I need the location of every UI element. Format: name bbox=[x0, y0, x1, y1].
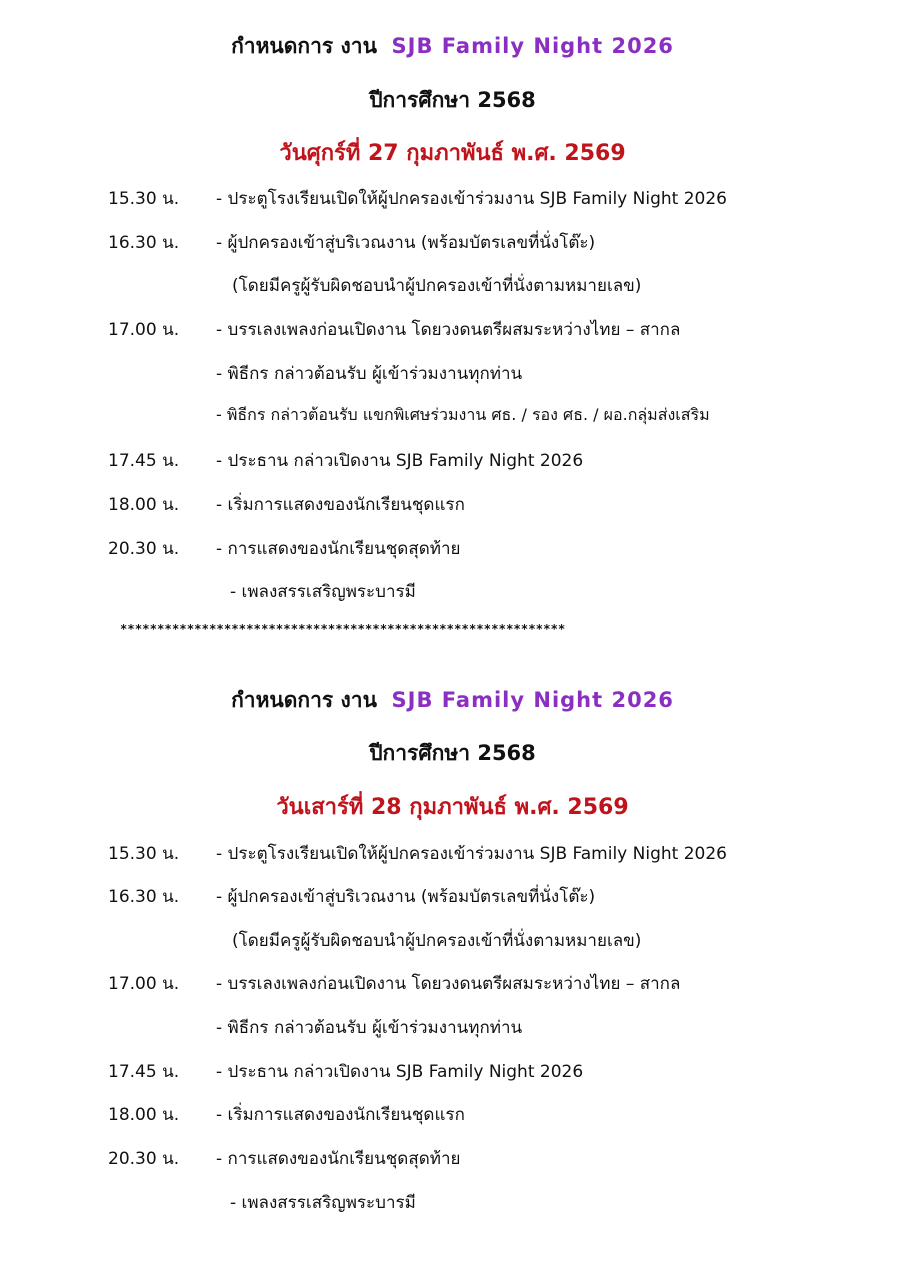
time-label: 15.30 น. bbox=[108, 844, 180, 864]
time-label: 17.45 น. bbox=[108, 1062, 180, 1082]
activity-note: (โดยมีครูผู้รับผิดชอบนำผู้ปกครองเข้าที่นั่งตามหมายเลข) bbox=[232, 931, 642, 951]
schedule-row bbox=[0, 535, 905, 565]
activity-text: - ประตูโรงเรียนเปิดให้ผู้ปกครองเข้าร่วมงาน SJB Family Night 2026 bbox=[216, 189, 727, 209]
schedule-row bbox=[0, 403, 905, 433]
title-prefix: กำหนดการ งาน bbox=[231, 688, 377, 712]
schedule-title bbox=[0, 30, 905, 63]
activity-text: - เริ่มการแสดงของนักเรียนชุดแรก bbox=[216, 1105, 465, 1125]
event-date: วันเสาร์ที่ 28 กุมภาพันธ์ พ.ศ. 2569 bbox=[276, 795, 629, 820]
time-label: 16.30 น. bbox=[108, 887, 180, 907]
schedule-row bbox=[0, 360, 905, 390]
academic-year: ปีการศึกษา 2568 bbox=[369, 741, 536, 765]
schedule-row bbox=[0, 316, 905, 346]
schedule-row bbox=[0, 1145, 905, 1175]
activity-text: - เพลงสรรเสริญพระบารมี bbox=[230, 1193, 416, 1213]
schedule-row bbox=[0, 185, 905, 215]
schedule-row bbox=[0, 927, 905, 957]
activity-text: - เริ่มการแสดงของนักเรียนชุดแรก bbox=[216, 495, 465, 515]
time-label: 17.00 น. bbox=[108, 974, 180, 994]
title-prefix: กำหนดการ งาน bbox=[231, 34, 377, 58]
event-name: SJB Family Night 2026 bbox=[391, 688, 674, 712]
schedule-row bbox=[0, 1101, 905, 1131]
time-label: 15.30 น. bbox=[108, 189, 180, 209]
activity-text: - บรรเลงเพลงก่อนเปิดงาน โดยวงดนตรีผสมระหว่างไทย – สากล bbox=[216, 974, 681, 994]
time-label: 17.00 น. bbox=[108, 320, 180, 340]
activity-text: - ผู้ปกครองเข้าสู่บริเวณงาน (พร้อมบัตรเลขที่นั่งโต๊ะ) bbox=[216, 233, 596, 253]
activity-text: - พิธีกร กล่าวต้อนรับ ผู้เข้าร่วมงานทุกท่าน bbox=[216, 1018, 523, 1038]
activity-text: - ประธาน กล่าวเปิดงาน SJB Family Night 2026 bbox=[216, 1062, 584, 1082]
schedule-row bbox=[0, 272, 905, 302]
schedule-title bbox=[0, 684, 905, 717]
activity-text: - พิธีกร กล่าวต้อนรับ แขกพิเศษร่วมงาน ศธ. / รอง ศธ. / ผอ.กลุ่มส่งเสริม bbox=[216, 405, 710, 424]
schedule-row bbox=[0, 840, 905, 870]
activity-text: - พิธีกร กล่าวต้อนรับ ผู้เข้าร่วมงานทุกท่าน bbox=[216, 364, 523, 384]
time-label: 18.00 น. bbox=[108, 1105, 180, 1125]
schedule-row bbox=[0, 970, 905, 1000]
schedule-row bbox=[0, 883, 905, 913]
event-name: SJB Family Night 2026 bbox=[391, 34, 674, 58]
activity-text: - บรรเลงเพลงก่อนเปิดงาน โดยวงดนตรีผสมระหว่างไทย – สากล bbox=[216, 320, 681, 340]
activity-text: - การแสดงของนักเรียนชุดสุดท้าย bbox=[216, 1149, 461, 1169]
time-label: 20.30 น. bbox=[108, 1149, 180, 1169]
schedule-row bbox=[0, 491, 905, 521]
section-separator: ************************************************************ bbox=[120, 622, 566, 636]
time-label: 18.00 น. bbox=[108, 495, 180, 515]
schedule-row bbox=[0, 447, 905, 477]
academic-year: ปีการศึกษา 2568 bbox=[369, 88, 536, 112]
activity-text: - ประธาน กล่าวเปิดงาน SJB Family Night 2026 bbox=[216, 451, 584, 471]
activity-text: - ประตูโรงเรียนเปิดให้ผู้ปกครองเข้าร่วมงาน SJB Family Night 2026 bbox=[216, 844, 727, 864]
activity-text: - ผู้ปกครองเข้าสู่บริเวณงาน (พร้อมบัตรเลขที่นั่งโต๊ะ) bbox=[216, 887, 596, 907]
time-label: 20.30 น. bbox=[108, 539, 180, 559]
activity-text: - การแสดงของนักเรียนชุดสุดท้าย bbox=[216, 539, 461, 559]
schedule-row bbox=[0, 578, 905, 608]
event-date: วันศุกร์ที่ 27 กุมภาพันธ์ พ.ศ. 2569 bbox=[279, 141, 626, 166]
schedule-row bbox=[0, 1058, 905, 1088]
activity-note: (โดยมีครูผู้รับผิดชอบนำผู้ปกครองเข้าที่นั่งตามหมายเลข) bbox=[232, 276, 642, 296]
schedule-row bbox=[0, 1189, 905, 1219]
schedule-row bbox=[0, 1014, 905, 1044]
time-label: 16.30 น. bbox=[108, 233, 180, 253]
schedule-row bbox=[0, 229, 905, 259]
time-label: 17.45 น. bbox=[108, 451, 180, 471]
activity-text: - เพลงสรรเสริญพระบารมี bbox=[230, 582, 416, 602]
